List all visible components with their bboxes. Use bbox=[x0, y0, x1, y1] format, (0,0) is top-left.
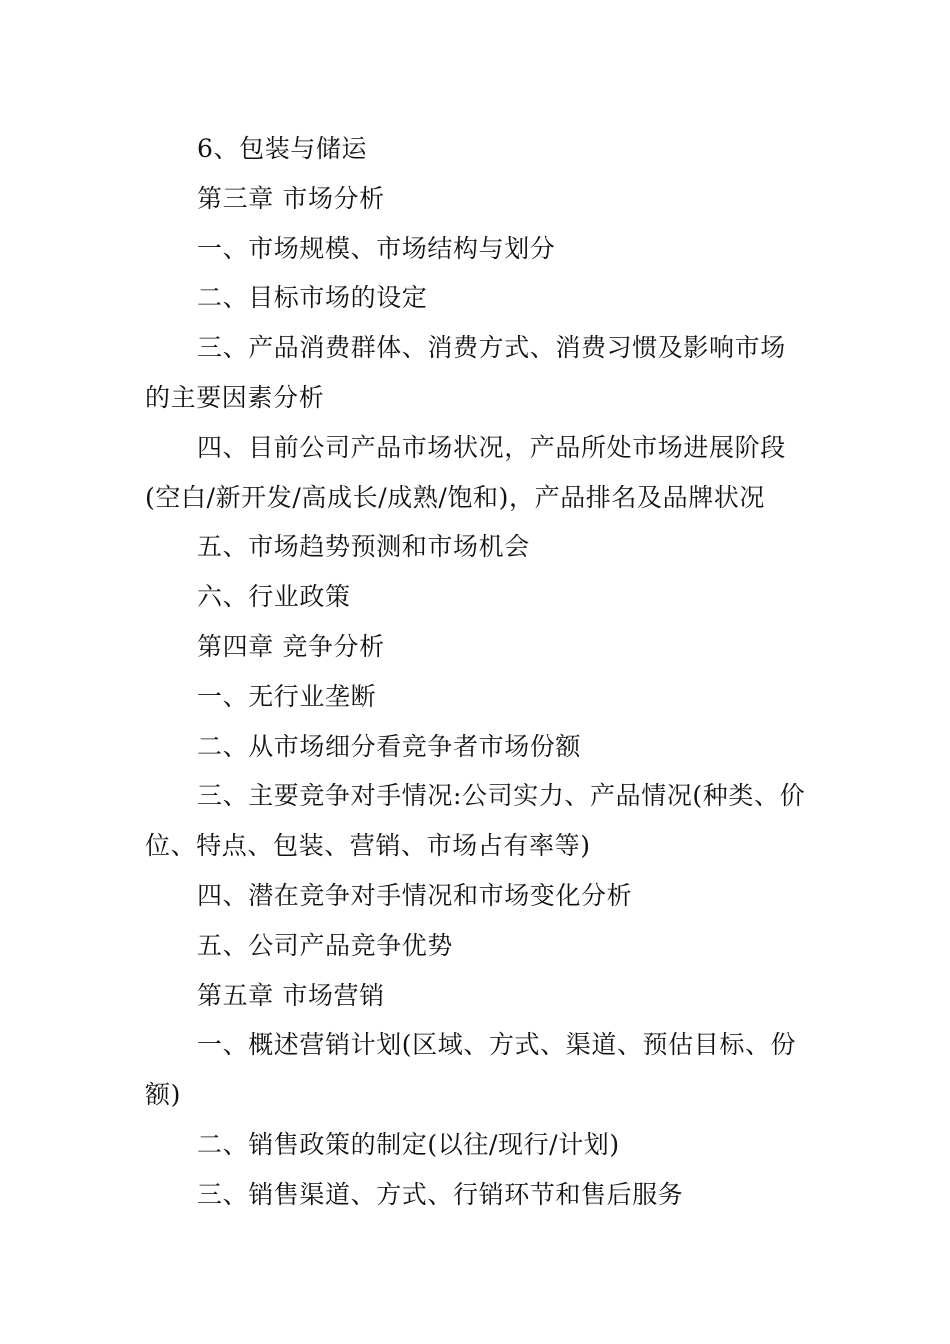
item-consumer-groups: 三、产品消费群体、消费方式、消费习惯及影响市场的主要因素分析 bbox=[145, 333, 786, 412]
chapter-five-heading: 第五章 市场营销 bbox=[197, 980, 385, 1010]
item-main-competitors: 三、主要竞争对手情况:公司实力、产品情况(种类、价位、特点、包装、营销、市场占有率等) bbox=[145, 781, 806, 861]
item-competitive-advantage: 五、公司产品竞争优势 bbox=[197, 930, 454, 960]
chapter-four-heading: 第四章 竞争分析 bbox=[197, 631, 385, 661]
item-marketing-plan: 一、概述营销计划(区域、方式、渠道、预估目标、份额) bbox=[145, 1030, 797, 1110]
item-current-market-status: 四、目前公司产品市场状况，产品所处市场进展阶段(空白/新开发/高成长/成熟/饱和)，产品排名及品牌状况 bbox=[145, 432, 786, 512]
document-body bbox=[145, 124, 810, 1220]
item-no-monopoly: 一、无行业垄断 bbox=[197, 681, 377, 711]
item-packaging-storage: 6、包装与储运 bbox=[197, 134, 368, 163]
item-competitor-share: 二、从市场细分看竞争者市场份额 bbox=[197, 731, 582, 761]
item-market-trends: 五、市场趋势预测和市场机会 bbox=[197, 532, 530, 562]
item-market-scale: 一、市场规模、市场结构与划分 bbox=[197, 233, 556, 263]
item-sales-policy: 二、销售政策的制定(以往/现行/计划) bbox=[197, 1129, 620, 1159]
item-target-market: 二、目标市场的设定 bbox=[197, 283, 428, 313]
item-industry-policy: 六、行业政策 bbox=[197, 582, 351, 612]
item-potential-competitors: 四、潜在竞争对手情况和市场变化分析 bbox=[197, 880, 633, 910]
chapter-three-heading: 第三章 市场分析 bbox=[197, 183, 385, 213]
item-sales-channels: 三、销售渠道、方式、行销环节和售后服务 bbox=[197, 1179, 684, 1209]
